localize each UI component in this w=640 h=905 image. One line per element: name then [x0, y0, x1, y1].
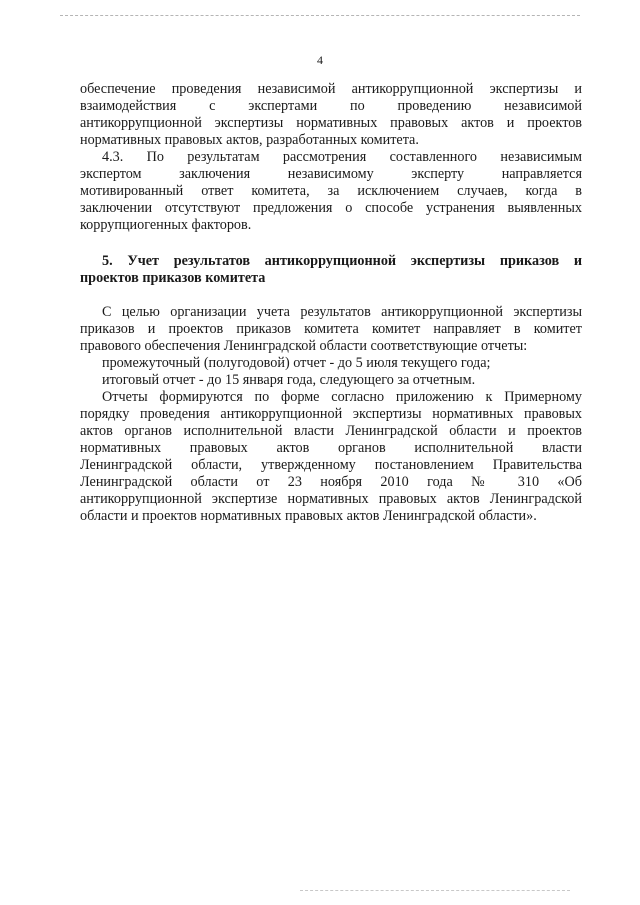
text-line: нормативных правовых актов, разработанных комитета.: [80, 132, 419, 148]
report-list: [80, 355, 582, 389]
text-line: антикоррупционной экспертизе нормативных правовых актов Ленинградской: [80, 491, 582, 507]
text-line: коррупциогенных факторов.: [80, 217, 252, 233]
text-line: экспертом заключения независимому эксперту направляется: [80, 166, 582, 182]
list-item: итоговый отчет - до 15 января года, следующего за отчетным.: [102, 372, 476, 388]
page-number: 4: [317, 53, 323, 67]
paragraph-4-3: [80, 149, 582, 234]
text-line: заключении отсутствуют предложения о способе устранения выявленных: [80, 200, 582, 216]
section-heading: [80, 253, 582, 287]
text-line: взаимодействия с экспертами по проведению независимой: [80, 98, 582, 114]
text-line: Ленинградской области, утвержденному постановлением Правительства: [80, 457, 582, 473]
paragraph-report-form: [80, 389, 582, 525]
scan-artifact-top: [60, 15, 580, 16]
text-line: области и проектов нормативных правовых актов Ленинградской области».: [80, 508, 537, 524]
text-line: антикоррупционной экспертизы нормативных правовых актов и проектов: [80, 115, 582, 131]
text-line: мотивированный ответ комитета, за исключением случаев, когда в: [80, 183, 582, 199]
text-line: С целью организации учета результатов антикоррупционной экспертизы: [102, 304, 582, 320]
paragraph-reports-intro: [80, 304, 582, 355]
text-line: обеспечение проведения независимой антикоррупционной экспертизы и: [80, 81, 582, 97]
paragraph-continuation: [80, 81, 582, 149]
heading-line: 5. Учет результатов антикоррупционной экспертизы приказов и: [102, 253, 582, 269]
text-line: Ленинградской области от 23 ноября 2010 года № 310 «Об: [80, 474, 582, 490]
text-line: нормативных правовых актов органов исполнительной власти: [80, 440, 582, 456]
text-line: правового обеспечения Ленинградской области соответствующие отчеты:: [80, 338, 528, 354]
text-line: порядку проведения антикоррупционной экспертизы нормативных правовых: [80, 406, 582, 422]
heading-line: проектов приказов комитета: [80, 270, 266, 286]
text-line: приказов и проектов приказов комитета комитет направляет в комитет: [80, 321, 582, 337]
text-line: актов органов исполнительной власти Ленинградской области и проектов: [80, 423, 582, 439]
list-item: промежуточный (полугодовой) отчет - до 5 июля текущего года;: [102, 355, 491, 371]
scan-artifact-bottom: [300, 890, 570, 891]
text-line: 4.3. По результатам рассмотрения составленного независимым: [102, 149, 582, 165]
text-line: Отчеты формируются по форме согласно приложению к Примерному: [102, 389, 582, 405]
